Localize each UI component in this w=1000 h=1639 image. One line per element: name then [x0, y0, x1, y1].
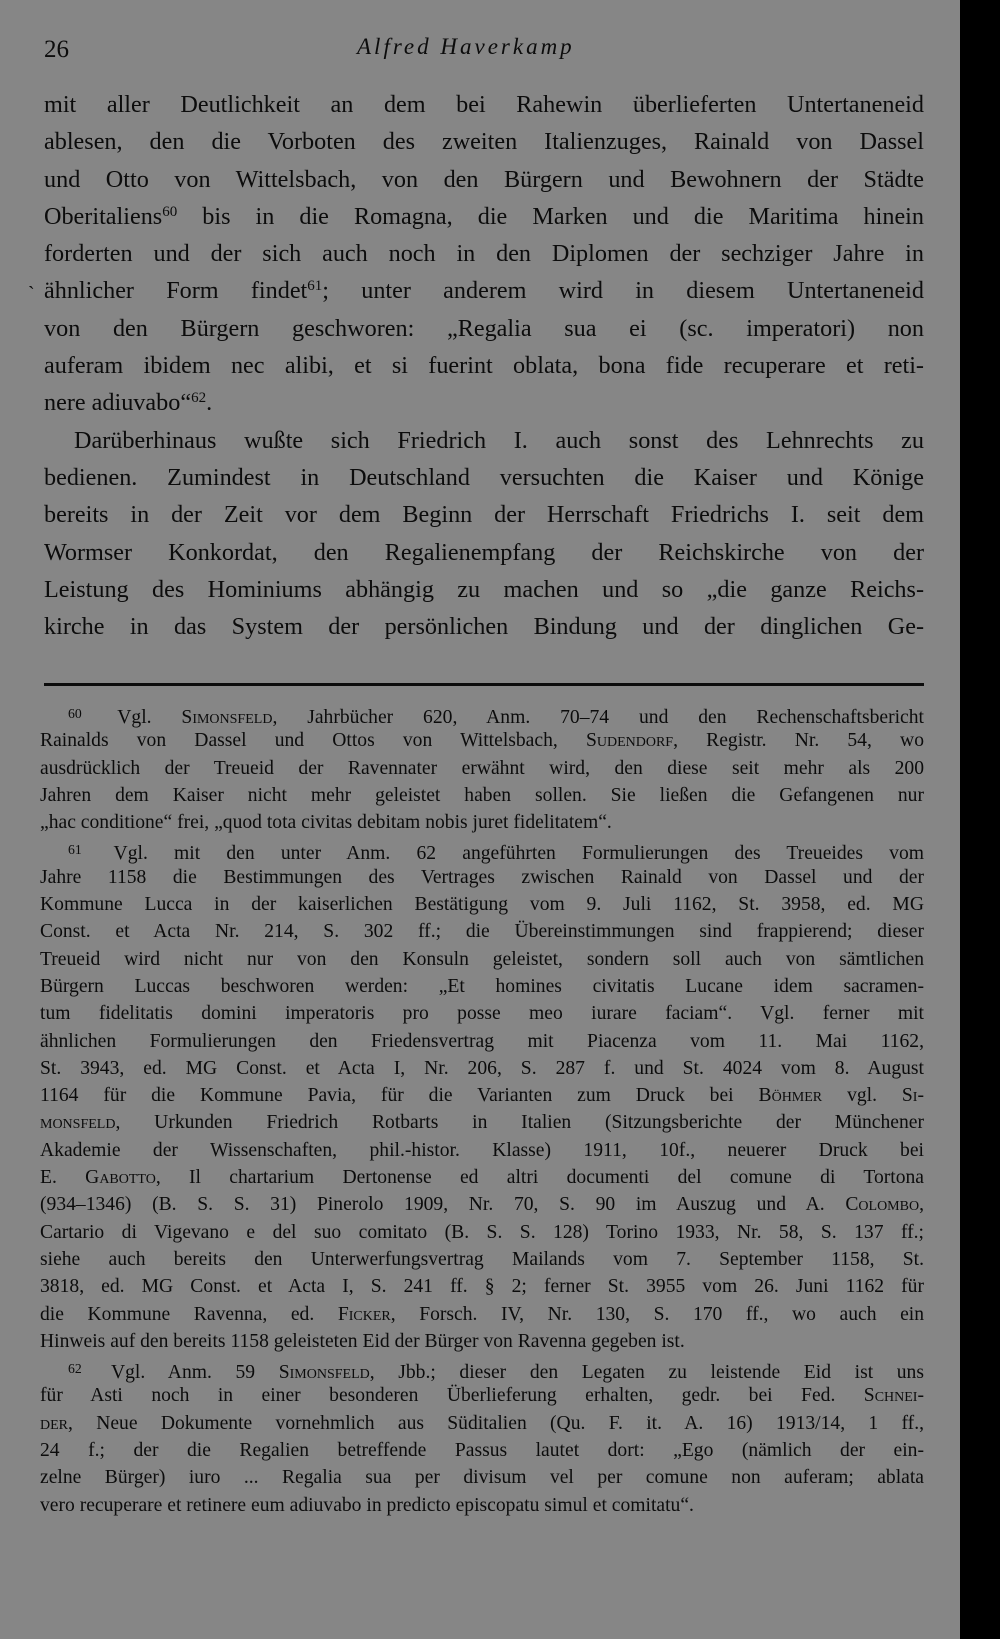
footnote-line: Treueid wird nicht nur von den Konsuln geleistet, sondern soll auch von sämtlichen — [40, 948, 924, 970]
footnote-line: $^{60}$ Vgl. Simonsfeld, Jahrbücher 620, Anm. 70–74 und den Rechenschaftsbericht — [68, 706, 924, 728]
footnote-line: Bürgern Luccas beschworen werden: „Et homines civitatis Lucane idem sacramen- — [40, 975, 924, 997]
footnote-line: E. Gabotto, Il chartarium Dertonense ed altri documenti del comune di Tortona — [40, 1167, 925, 1189]
body-line: bereits in der Zeit vor dem Beginn der Herrschaft Friedrichs I. seit dem — [44, 501, 924, 529]
footnote-line: monsfeld, Urkunden Friedrich Rotbarts in Italien (Sitzungsberichte der Münchener — [40, 1112, 924, 1134]
footnote-line: tum fidelitatis domini imperatoris pro posse meo iurare faciam“. Vgl. ferner mit — [40, 1003, 924, 1025]
footnote-line: Const. et Acta Nr. 214, S. 302 ff.; die Übereinstimmungen sind frappierend; dieser — [40, 921, 924, 943]
main-text — [28, 86, 924, 645]
body-line: ähnlicher Form findet$^{61}$; unter anderem wird in diesem Untertaneneid — [44, 277, 924, 305]
footnote-line: zelne Bürger) iuro ... Regalia sua per divisum vel per comune non auferam; ablata — [40, 1467, 924, 1489]
footnote-line: ähnlichen Formulierungen den Friedensvertrag mit Piacenza vom 11. Mai 1162, — [40, 1030, 924, 1052]
body-line: Wormser Konkordat, den Regalienempfang der Reichskirche von der — [44, 538, 924, 566]
body-line: von den Bürgern geschworen: „Regalia sua ei (sc. imperatori) non — [44, 314, 924, 342]
body-line: bedienen. Zumindest in Deutschland versuchten die Kaiser und Könige — [44, 463, 924, 491]
running-head — [44, 30, 964, 70]
footnote-line: „hac conditione“ frei, „quod tota civitas debitam nobis juret fidelitatem“. — [40, 812, 612, 834]
footnote-number-60: 60 — [68, 706, 82, 721]
footnote-line: St. 3943, ed. MG Const. et Acta I, Nr. 206, S. 287 f. und St. 4024 vom 8. August — [40, 1057, 924, 1079]
footnote-line: Cartario di Vigevano e del suo comitato (B. S. S. 128) Torino 1933, Nr. 58, S. 137 ff.; — [40, 1221, 924, 1243]
footnote-line: für Asti noch in einer besonderen Überlieferung erhalten, gedr. bei Fed. Schnei- — [40, 1385, 924, 1407]
footnote-line: Jahre 1158 die Bestimmungen des Vertrages zwischen Rainald von Dassel und der — [40, 866, 924, 888]
footnote-line: (934–1346) (B. S. S. 31) Pinerolo 1909, Nr. 70, S. 90 im Auszug und A. Colombo, — [40, 1194, 924, 1216]
footnote-line: 1164 für die Kommune Pavia, für die Varianten zum Druck bei Böhmer vgl. Si- — [40, 1085, 924, 1107]
body-line: mit aller Deutlichkeit an dem bei Rahewin überlieferten Untertaneneid — [44, 91, 924, 118]
footnotes — [40, 700, 924, 1519]
footnote-rule — [44, 683, 924, 686]
body-line: forderten und der sich auch noch in den Diplomen der sechziger Jahre in — [44, 240, 924, 268]
footnote-ref-61: 61 — [307, 278, 323, 295]
footnote-line: 24 f.; der die Regalien betreffende Passus lautet dort: „Ego (nämlich der ein- — [40, 1440, 924, 1462]
footnote-line: 3818, ed. MG Const. et Acta I, S. 241 ff. § 2; ferner St. 3955 vom 26. Juni 1162 für — [40, 1276, 924, 1298]
footnote-line: vero recuperare et retinere eum adiuvabo in predicto episcopatu simul et comitatu“. — [40, 1494, 694, 1516]
footnote-line: ausdrücklich der Treueid der Ravennater erwähnt wird, den diese seit mehr als 200 — [40, 757, 924, 779]
body-line: Leistung des Hominiums abhängig zu machen und so „die ganze Reichs- — [44, 575, 924, 603]
body-line: nere adiuvabo“$^{62}$. — [44, 389, 213, 417]
footnote-line: $^{62}$ Vgl. Anm. 59 Simonsfeld, Jbb.; dieser den Legaten zu leistende Eid ist uns — [68, 1361, 924, 1383]
footnote-line: der, Neue Dokumente vornehmlich aus Süditalien (Qu. F. it. A. 16) 1913/14, 1 ff., — [40, 1412, 924, 1434]
footnote-line: $^{61}$ Vgl. mit den unter Anm. 62 angeführten Formulierungen des Treueides vom — [68, 842, 924, 865]
body-line: Oberitaliens$^{60}$ bis in die Romagna, die Marken und die Maritima hinein — [44, 202, 924, 230]
footnote-line: Kommune Lucca in der kaiserlichen Bestätigung vom 9. Juli 1162, St. 3958, ed. MG — [40, 894, 924, 916]
footnote-line: die Kommune Ravenna, ed. Ficker, Forsch. IV, Nr. 130, S. 170 ff., wo auch ein — [40, 1303, 925, 1325]
body-line: Darüberhinaus wußte sich Friedrich I. auch sonst des Lehnrechts zu — [74, 426, 924, 454]
footnote-line: Rainalds von Dassel und Ottos von Wittelsbach, Sudendorf, Registr. Nr. 54, wo — [40, 730, 924, 752]
footnote-line: Akademie der Wissenschaften, phil.-histor. Klasse) 1911, 10f., neuerer Druck bei — [40, 1139, 924, 1161]
footnote-ref-62: 62 — [191, 390, 207, 407]
footnote-ref-60: 60 — [162, 203, 178, 220]
page-number: 26 — [44, 36, 69, 63]
body-line: auferam ibidem nec alibi, et si fuerint oblata, bona fide recuperare et reti- — [44, 352, 924, 380]
footnote-number-62: 62 — [68, 1361, 82, 1377]
body-line: und Otto von Wittelsbach, von den Bürgern und Bewohnern der Städte — [44, 165, 924, 193]
margin-mark: ` — [28, 283, 35, 305]
body-line: ablesen, den die Vorboten des zweiten Italienzuges, Rainald von Dassel — [44, 128, 924, 156]
running-title-author: Alfred Haverkamp — [357, 34, 575, 59]
footnote-line: Hinweis auf den bereits 1158 geleisteten Eid der Bürger von Ravenna gegeben ist. — [40, 1330, 685, 1352]
body-line: kirche in das System der persönlichen Bindung und der dinglichen Ge- — [44, 613, 924, 641]
footnote-line: siehe auch bereits den Unterwerfungsvertrag Mailands vom 7. September 1158, St. — [40, 1248, 924, 1270]
footnote-number-61: 61 — [68, 842, 82, 858]
footnote-line: Jahren dem Kaiser nicht mehr geleistet haben sollen. Sie ließen die Gefangenen nur — [40, 784, 924, 806]
